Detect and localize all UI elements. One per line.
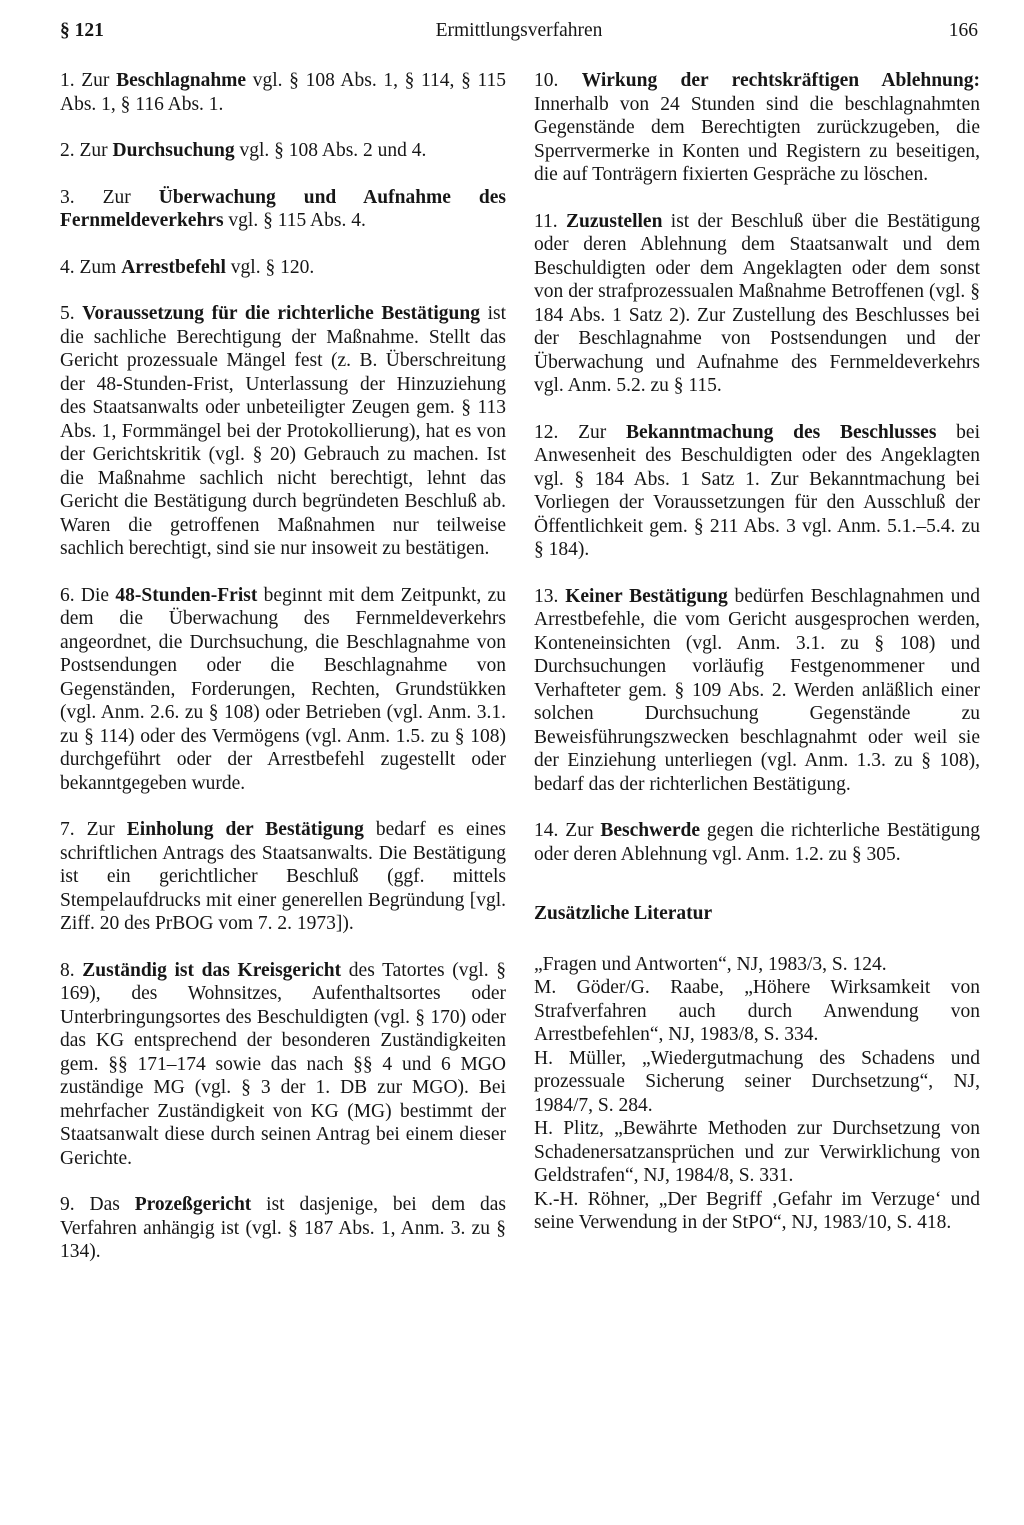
note-13: 13. Keiner Bestätigung bedürfen Beschlagnahmen und Arrestbefehle, die vom Gericht ausgesprochen werden, Konteneinsichten (vgl. Anm. 3.1. zu § 108) und Durchsuchungen vorläufig Festgenommener und Verhafteter gem. § 109 Abs. 2. Werden anläßlich einer solchen Durchsuchung Gegenstände zu Beweisführungszwecken beschlagnahmt oder weil sie der Einziehung unterliegen (vgl. Anm. 1.3. zu § 108), bedarf das der richterlichen Bestätigung.	[534, 585, 980, 795]
left-column	[60, 69, 506, 1287]
note-2: 2. Zur Durchsuchung vgl. § 108 Abs. 2 und 4.	[60, 140, 427, 161]
note-9: 9. Das Prozeßgericht ist dasjenige, bei dem das Verfahren anhängig ist (vgl. § 187 Abs. 1, Anm. 3. zu § 134).	[60, 1194, 506, 1262]
section-number: § 121	[60, 20, 104, 41]
note-5: 5. Voraussetzung für die richterliche Bestätigung ist die sachliche Berechtigung der Maßnahme. Stellt das Gericht prozessuale Mängel fest (z. B. Überschreitung der 48-Stunden-Frist, Unterlassung der Hinzuziehung des Staatsanwalts oder unbeteiligter Zeugen gem. § 113 Abs. 1, Formmängel bei der Protokollierung), hat es von der Gerichtskritik (vgl. § 20) Gebrauch zu machen. Ist die Maßnahme sachlich nicht berechtigt, lehnt das Gericht die Bestätigung durch begründeten Beschluß ab. Waren die getroffenen Maßnahmen nur teilweise sachlich berechtigt, sind sie nur insoweit zu bestätigen.	[60, 303, 506, 559]
running-title: Ermittlungsverfahren	[435, 20, 603, 41]
note-10: 10. Wirkung der rechtskräftigen Ablehnung: Innerhalb von 24 Stunden sind die beschlagnahmten Gegenstände dem Berechtigten zurückzugeben, die Sperrvermerke in Konten und Registern zu beseitigen, die auf Tonträgern fixierten Gespräche zu löschen.	[534, 70, 980, 185]
literature-item: H. Müller, „Wiedergutmachung des Schadens und prozessuale Sicherung seiner Durchsetzung“, NJ, 1984/7, S. 284.	[534, 1047, 980, 1116]
note-8: 8. Zuständig ist das Kreisgericht des Tatortes (vgl. § 169), des Wohnsitzes, Aufenthaltsortes oder Unterbringungsortes des Beschuldigten (vgl. § 170) oder das KG entsprechend der besonderen Zuständigkeiten gem. §§ 171–174 sowie das nach §§ 4 und 6 MGO zuständige MG (vgl. § 3 der 1. DB zur MGO). Bei mehrfacher Zuständigkeit von KG (MG) bestimmt der Staatsanwalt diese durch seinen Antrag bei einem dieser Gerichte.	[60, 959, 506, 1169]
literature-heading: Zusätzliche Literatur	[534, 903, 713, 924]
note-4: 4. Zum Arrestbefehl vgl. § 120.	[60, 256, 315, 278]
note-3: 3. Zur Überwachung und Aufnahme des Fernmeldeverkehrs vgl. § 115 Abs. 4.	[60, 186, 507, 231]
literature-item: K.-H. Röhner, „Der Begriff ‚Gefahr im Verzuge‘ und seine Verwendung in der StPO“, NJ, 1983/10, S. 418.	[534, 1188, 980, 1233]
literature-list	[534, 953, 980, 1235]
note-12: 12. Zur Bekanntmachung des Beschlusses bei Anwesenheit des Beschuldigten oder des Angeklagten vgl. § 184 Abs. 1 Satz 1. Zur Bekanntmachung bei Vorliegen der Voraussetzungen für den Ausschluß der Öffentlichkeit gem. § 211 Abs. 3 vgl. Anm. 5.1.–5.4. zu § 184).	[534, 421, 980, 560]
right-column	[534, 69, 980, 1235]
note-1: 1. Zur Beschlagnahme vgl. § 108 Abs. 1, § 114, § 115 Abs. 1, § 116 Abs. 1.	[60, 70, 506, 115]
literature-item: „Fragen und Antworten“, NJ, 1983/3, S. 124.	[534, 953, 887, 975]
note-6: 6. Die 48-Stunden-Frist beginnt mit dem Zeitpunkt, zu dem die Überwachung des Fernmeldeverkehrs angeordnet, die Durchsuchung, die Beschlagnahme von Postsendungen oder die Beschlagnahme von Gegenständen, Forderungen, Rechten, Grundstükken (vgl. Anm. 2.6. zu § 108) oder Betrieben (vgl. Anm. 3.1. zu § 114) oder des Vermögens (vgl. Anm. 1.5. zu § 108) durchgeführt oder der Arrestbefehl zugestellt oder bekanntgegeben wurde.	[60, 584, 507, 794]
literature-item: M. Göder/G. Raabe, „Höhere Wirksamkeit von Strafverfahren auch durch Anwendung von Arrestbefehlen“, NJ, 1983/8, S. 334.	[534, 977, 980, 1045]
literature-item: H. Plitz, „Bewährte Methoden zur Durchsetzung von Schadenersatzansprüchen und zur Verwirklichung von Geldstrafen“, NJ, 1984/8, S. 331.	[534, 1118, 980, 1186]
page-header	[60, 14, 978, 50]
note-11: 11. Zuzustellen ist der Beschluß über die Bestätigung oder deren Ablehnung dem Staatsanwalt und dem Beschuldigten oder dem Angeklagten oder dem sonst von der strafprozessualen Maßnahme Betroffenen (vgl. § 184 Abs. 1 Satz 2). Zur Zustellung des Beschlusses bei der Beschlagnahme von Postsendungen und der Überwachung und Aufnahme des Fernmeldeverkehrs vgl. Anm. 5.2. zu § 115.	[534, 210, 980, 396]
page-number: 166	[948, 20, 978, 41]
note-7: 7. Zur Einholung der Bestätigung bedarf es eines schriftlichen Antrags des Staatsanwalts. Die Bestätigung ist ein gerichtlicher Beschluß (ggf. mittels Stempelaufdrucks mit einer generellen Begründung [vgl. Ziff. 20 des PrBOG vom 7. 2. 1973]).	[60, 819, 507, 934]
note-14: 14. Zur Beschwerde gegen die richterliche Bestätigung oder deren Ablehnung vgl. Anm. 1.2. zu § 305.	[534, 820, 980, 865]
